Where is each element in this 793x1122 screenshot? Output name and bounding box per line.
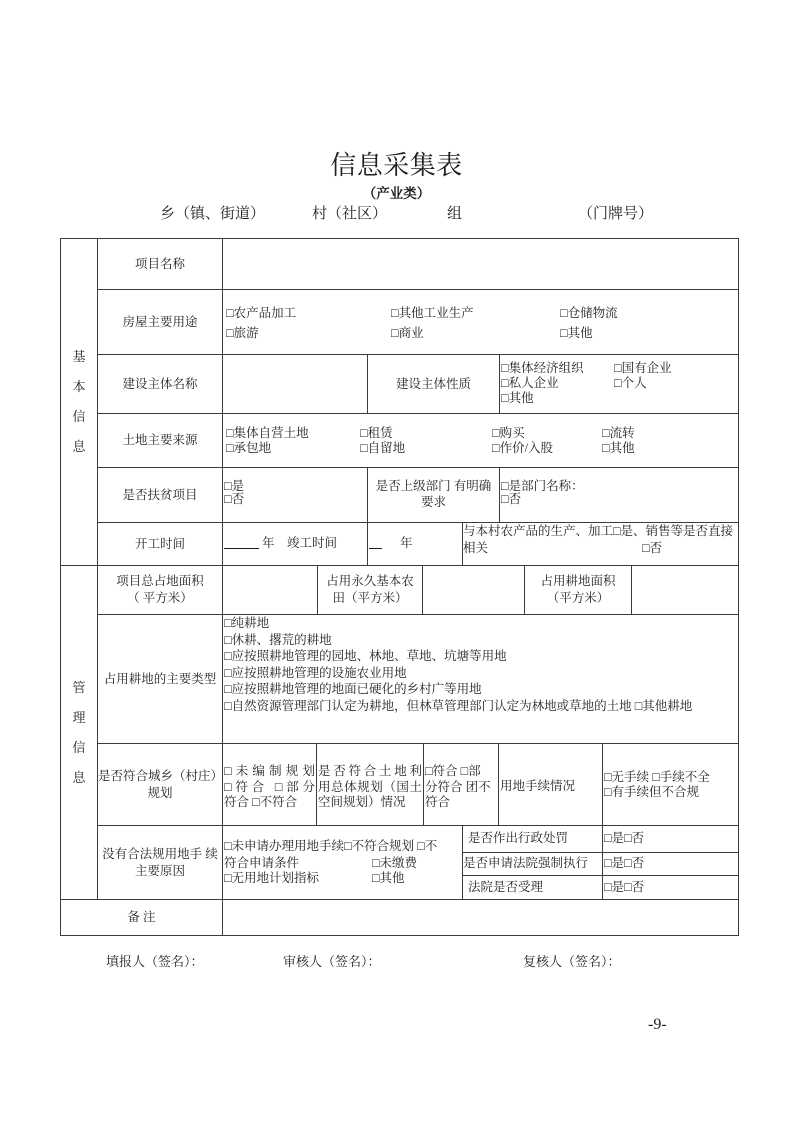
label-text: 规划 (147, 785, 173, 800)
label-text: （平方米） (546, 591, 610, 605)
option-label: 是部门名称： (508, 479, 584, 493)
option-no (501, 492, 521, 507)
option-label: 其他耕地 (642, 698, 693, 713)
total-area-label (97, 565, 223, 615)
label-text: 建设主体性质 (395, 376, 471, 391)
farmland-area-label (524, 565, 632, 615)
completion-year-entry (369, 536, 382, 551)
farmland-type-options (222, 614, 739, 744)
label-text: 占用耕地的主要类型 (103, 671, 217, 686)
option-line: □是□否 (604, 856, 645, 870)
address-group: 组 (447, 206, 463, 222)
land-procedure-options (602, 743, 739, 826)
option-label: 农产品加工 (233, 306, 297, 320)
section-char: 理 (72, 709, 86, 725)
completion-time-field (367, 522, 463, 566)
checkbox-icon: □ (224, 479, 232, 493)
option-facility-agri (224, 665, 692, 682)
checkbox-icon: □ (224, 665, 232, 680)
option-no-quota: □无用地计划指标 (224, 871, 320, 885)
section-char: 信 (72, 739, 86, 755)
superior-requirement-options (499, 467, 739, 523)
section-char: 本 (72, 379, 86, 394)
option-collective-land (226, 426, 309, 441)
start-year-entry (224, 536, 259, 551)
no-procedure-reason-label (97, 825, 223, 900)
blank-underline (224, 547, 259, 549)
checkbox-icon: □ (560, 326, 568, 340)
option-label: 否 (508, 492, 522, 506)
rechecker-signature: 复核人（签名）： (523, 954, 621, 969)
court-enforcement-options (602, 852, 739, 876)
option-line: □是□否 (604, 880, 645, 894)
checkbox-icon: □ (391, 326, 399, 340)
label-text: 用地手续情况 (500, 779, 576, 793)
option-label: 应按照耕地管理的地面已硬化的乡村广等用地 (231, 682, 482, 697)
project-name-label (97, 238, 223, 290)
checkbox-icon: □ (614, 361, 622, 375)
label-line: 用总体规划（国土 (318, 779, 422, 794)
land-use-plan-options (423, 743, 499, 826)
option-label: 仓储物流 (567, 306, 618, 320)
option-purchase (492, 426, 525, 441)
option-disputed-land (224, 698, 692, 715)
option-label: 集体经济组织 (508, 361, 584, 375)
option-label: 其他 (508, 391, 534, 405)
farmland-type-label (97, 614, 223, 744)
option-line: 符合 □不符合 (224, 795, 298, 809)
checkbox-icon: □ (602, 441, 610, 455)
land-procedure-label (498, 743, 603, 826)
label-text: （ 平方米） (127, 591, 193, 605)
checkbox-icon: □ (501, 376, 509, 390)
label-text: 是否扶贫项目 (122, 487, 198, 502)
checkbox-icon: □ (224, 616, 232, 630)
completion-time-label: 竣工时间 (287, 536, 338, 550)
option-label: 其他工业生产 (398, 306, 474, 320)
label-text: 田（平方米） (332, 591, 408, 605)
label-text: 主要原因 (134, 863, 185, 878)
admin-penalty-options (602, 825, 739, 853)
section-management-info (60, 565, 98, 900)
building-use-label (97, 289, 223, 355)
label-text: 房屋主要用途 (122, 314, 198, 329)
option-label: 自然资源管理部门认定为耕地，但林草管理部门认定为林地或草地的土地 (231, 698, 632, 713)
option-label: 应按照耕地管理的园地、林地、草地、坑塘等用地 (231, 649, 507, 664)
label-text: 占用耕地面积 (540, 574, 616, 588)
remarks-label (60, 899, 223, 936)
option-line: □符合 □部 (425, 764, 481, 778)
checkbox-icon: □ (224, 698, 232, 713)
checkbox-icon: □ (634, 698, 643, 713)
option-commerce (391, 326, 424, 341)
checkbox-icon: □ (360, 426, 368, 440)
section-basic-info (60, 238, 98, 566)
option-label: 其他 (609, 441, 635, 455)
section-char: 息 (72, 439, 86, 454)
option-line: 分符合 团不 (425, 779, 491, 794)
local-product-related (462, 522, 739, 566)
option-label: 集体自营土地 (233, 426, 309, 440)
year-unit: 年 (262, 536, 275, 550)
option-label: 国有企业 (621, 361, 672, 375)
checkbox-icon: □ (224, 492, 232, 506)
reviewer-signature: 审核人（签名）： (283, 954, 381, 969)
option-private (501, 376, 559, 391)
checkbox-icon: □ (492, 441, 500, 455)
option-no (224, 492, 244, 507)
project-name-field (222, 238, 739, 290)
address-house-number: （门牌号） (578, 206, 654, 222)
court-accepted-label (462, 875, 603, 900)
checkbox-icon: □ (224, 682, 232, 697)
superior-requirement-label (367, 467, 500, 523)
option-other (560, 326, 593, 341)
label-line: 是否符合土地利 (318, 764, 422, 778)
filler-signature: 填报人（签名）： (106, 954, 204, 969)
option-label: 否 (649, 541, 663, 555)
checkbox-icon: □ (492, 426, 500, 440)
builder-nature-label (367, 354, 500, 414)
option-label: 否 (231, 492, 245, 506)
section-char: 信 (72, 409, 86, 424)
option-label: 休耕、撂荒的耕地 (231, 632, 332, 647)
address-village: 村（社区） (312, 206, 388, 222)
option-line: □无手续 □手续不全 (604, 770, 710, 784)
checkbox-icon: □ (642, 541, 650, 555)
option-garden-forest-grass (224, 648, 692, 665)
checkbox-icon: □ (360, 441, 368, 455)
option-pure-farmland (224, 615, 692, 632)
section-char: 管 (72, 679, 86, 695)
option-agri-processing (226, 306, 296, 321)
label-text: 备 注 (127, 910, 156, 924)
option-label: 旅游 (233, 326, 259, 340)
option-label: 购买 (499, 426, 525, 440)
label-text: 要求 (420, 495, 446, 509)
urban-rural-plan-label (97, 743, 223, 826)
builder-nature-options (499, 354, 739, 414)
option-transfer (602, 426, 635, 441)
option-reserved (360, 441, 405, 456)
option-equity (492, 441, 553, 456)
option-collective (501, 361, 584, 376)
year-unit: 年 (400, 536, 413, 550)
option-label: 是 (231, 479, 245, 493)
checkbox-icon: □ (501, 492, 509, 506)
blank-underline (369, 547, 382, 549)
basic-farmland-field (422, 565, 525, 615)
court-accepted-options (602, 875, 739, 900)
option-line: □是□否 (604, 831, 645, 845)
checkbox-icon: □ (501, 479, 509, 493)
section-char: 息 (72, 769, 86, 785)
option-other: □其他 (372, 871, 405, 885)
checkbox-icon: □ (614, 376, 622, 390)
land-source-options (222, 413, 739, 468)
urban-rural-plan-options (222, 743, 317, 826)
builder-name-label (97, 354, 223, 414)
page-number: -9- (648, 1016, 667, 1033)
option-line: □符合 □部分 (224, 779, 315, 794)
poverty-project-options (222, 467, 368, 523)
land-use-plan-label (316, 743, 424, 826)
question-text: 相关 (463, 541, 489, 555)
land-source-label (97, 413, 223, 468)
label-line: 空间规划）情况 (318, 795, 406, 809)
checkbox-icon: □ (602, 426, 610, 440)
option-logistics (560, 306, 618, 321)
option-contracted (226, 441, 271, 456)
option-label: 其他 (567, 326, 593, 340)
start-time-label (97, 522, 223, 566)
checkbox-icon: □ (226, 326, 234, 340)
label-text: 开工时间 (134, 536, 185, 551)
poverty-project-label (97, 467, 223, 523)
option-label: 商业 (398, 326, 424, 340)
basic-farmland-label (317, 565, 423, 615)
label-text: 土地主要来源 (122, 433, 198, 447)
option-other (501, 391, 534, 406)
label-text: 建设主体名称 (122, 376, 198, 391)
option-line: 符合申请条件 (224, 856, 300, 870)
option-label: 租赁 (367, 426, 393, 440)
checkbox-icon: □ (224, 649, 232, 664)
option-individual (614, 376, 647, 391)
checkbox-icon: □ (391, 306, 399, 320)
label-text: 项目名称 (134, 256, 185, 271)
remarks-field (222, 899, 739, 936)
question-text: 法院是否受理 (468, 880, 544, 894)
form-title: 信息采集表 (330, 151, 463, 180)
court-enforcement-label (462, 852, 603, 876)
question-text: 是否作出行政处罚 (468, 831, 569, 845)
option-line: □有手续但不合规 (604, 785, 700, 799)
builder-name-field (222, 354, 368, 414)
question-text: 是否申请法院强制执行 (463, 856, 589, 870)
option-no (642, 541, 662, 556)
option-label: 纯耕地 (231, 616, 270, 630)
total-area-field (222, 565, 318, 615)
option-label: 自留地 (367, 441, 406, 455)
form-subtitle: （产业类） (362, 186, 431, 202)
no-procedure-reason-options (222, 825, 463, 900)
start-time-field (222, 522, 368, 566)
option-label: 应按照耕地管理的设施农业用地 (231, 665, 407, 680)
option-label: 作价/入股 (499, 441, 554, 455)
label-text: 项目总占地面积 (116, 574, 204, 588)
option-line: □未申请办理用地手续□不符合规划 □不 (224, 839, 438, 853)
option-label: 个人 (621, 376, 647, 390)
checkbox-icon: □ (226, 441, 234, 455)
option-other-industry (391, 306, 474, 321)
option-state-owned (614, 361, 672, 376)
label-text: 是否上级部门 有明确 (375, 479, 492, 493)
label-text: 占用永久基本农 (326, 574, 414, 588)
option-label: 承包地 (233, 441, 272, 455)
admin-penalty-label (462, 825, 603, 853)
building-use-options (222, 289, 739, 355)
checkbox-icon: □ (226, 426, 234, 440)
option-unpaid: □未缴费 (372, 856, 418, 870)
label-text: 没有合法规用地手 续 (102, 846, 218, 861)
farmland-area-field (631, 565, 739, 615)
section-char: 基 (72, 349, 86, 364)
address-township: 乡（镇、街道） (160, 206, 266, 222)
question-text: 与本村农产品的生产、加工□是、销售等是否直接 (463, 524, 734, 538)
label-text: 是否符合城乡（村庄） (98, 768, 224, 783)
checkbox-icon: □ (226, 306, 234, 320)
option-label: 私人企业 (508, 376, 559, 390)
option-hardened-ground (224, 681, 692, 698)
option-line: 符合 (425, 795, 451, 809)
option-label: 流转 (609, 426, 635, 440)
option-other (602, 441, 635, 456)
option-tourism (226, 326, 259, 341)
checkbox-icon: □ (501, 391, 509, 405)
option-lease (360, 426, 393, 441)
checkbox-icon: □ (224, 632, 232, 647)
checkbox-icon: □ (560, 306, 568, 320)
checkbox-icon: □ (501, 361, 509, 375)
option-line: □未编制规划 (224, 764, 315, 778)
option-fallow (224, 632, 692, 649)
